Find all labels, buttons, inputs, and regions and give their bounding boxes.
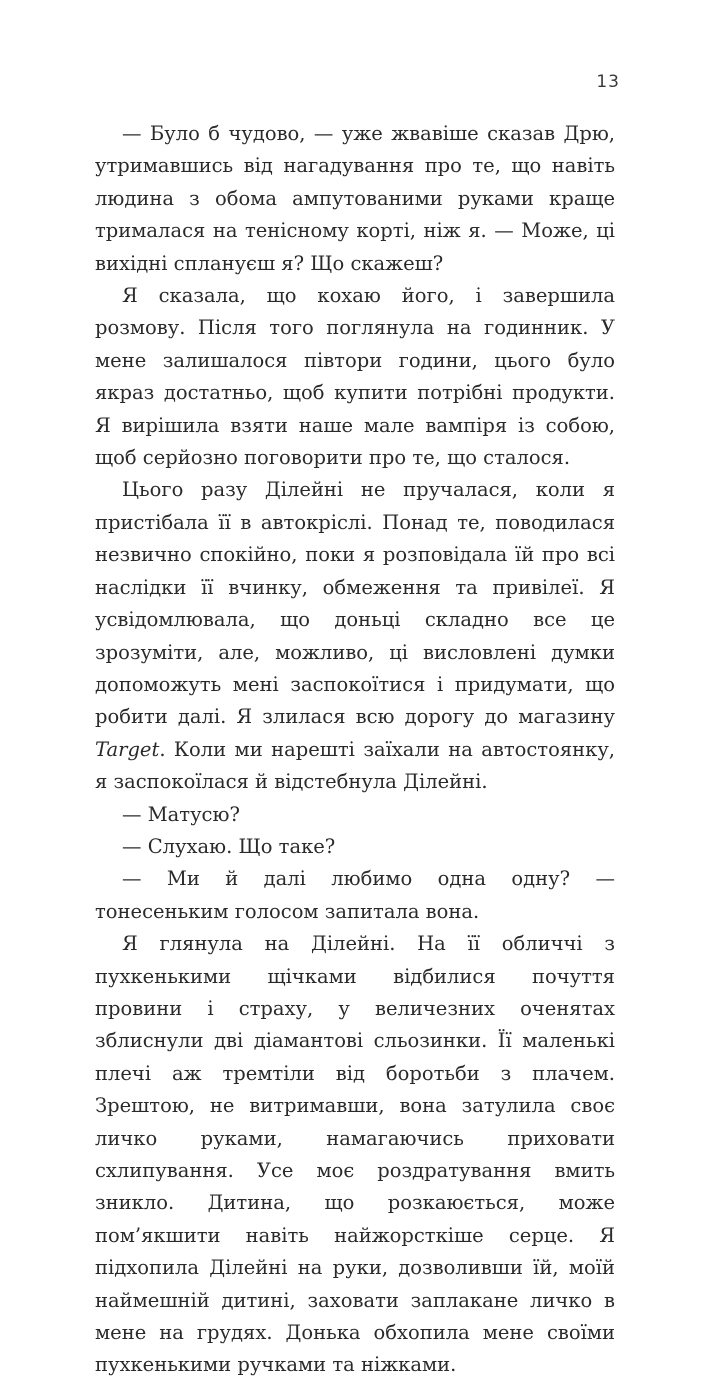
dialogue-line: — Ми й далі любимо одна одну? — тонесеньким голосом запитала вона. xyxy=(95,867,615,923)
dialogue-line: — Матусю? xyxy=(122,802,240,826)
body-text xyxy=(95,118,615,1382)
dialogue-line: — Слухаю. Що таке? xyxy=(122,834,336,858)
page-number: 13 xyxy=(596,72,620,92)
paragraph-text: Цього разу Ділейні не пручалася, коли я пристібала її в автокріслі. Понад те, поводилася незвично спокійно, поки я розповідала їй про всі наслідки її вчинку, обмеження та привілеї. Я усвідомлювала, що доньці складно все це зрозуміти, але, можливо, ці висловлені думки допоможуть мені заспокоїтися і придумати, що робити далі. Я злилася всю дорогу до магазину xyxy=(95,478,615,729)
store-name-emphasis: Target xyxy=(95,737,160,761)
paragraph: — Було б чудово, — уже жвавіше сказав Дрю, утримавшись від нагадування про те, що навіть людина з обома ампутованими руками краще трималася на тенісному корті, ніж я. — Може, ці вихідні сплануєш я? Що скажеш? xyxy=(95,122,615,275)
paragraph: Я глянула на Ділейні. На її обличчі з пухкенькими щічками відбилися почуття провини і страху, у величезних оченятах зблиснули дві діамантові сльозинки. Її маленькі плечі аж тремтіли від боротьби з плачем. Зрештою, не витримавши, вона затулила своє личко руками, намагаючись приховати схлипування. Усе моє роздратування вмить зникло. Дитина, що розкаюється, може пом’якшити навіть найжорсткіше серце. Я підхопила Ділейні на руки, дозволивши їй, моїй наймешній дитині, заховати заплакане личко в мене на грудях. Донька обхопила мене своїми пухкенькими ручками та ніжками. xyxy=(95,932,615,1377)
paragraph-text: . Коли ми нарешті заїхали на автостоянку, я заспокоїлася й відстебнула Ділейні. xyxy=(95,737,615,794)
paragraph: Я сказала, що кохаю його, і завершила розмову. Після того поглянула на годинник. У мене залишалося півтори години, цього було якраз достатньо, щоб купити потрібні продукти. Я вирішила взяти наше мале вампіря із собою, щоб серйозно поговорити про те, що сталося. xyxy=(95,284,615,470)
paragraph xyxy=(95,474,615,798)
